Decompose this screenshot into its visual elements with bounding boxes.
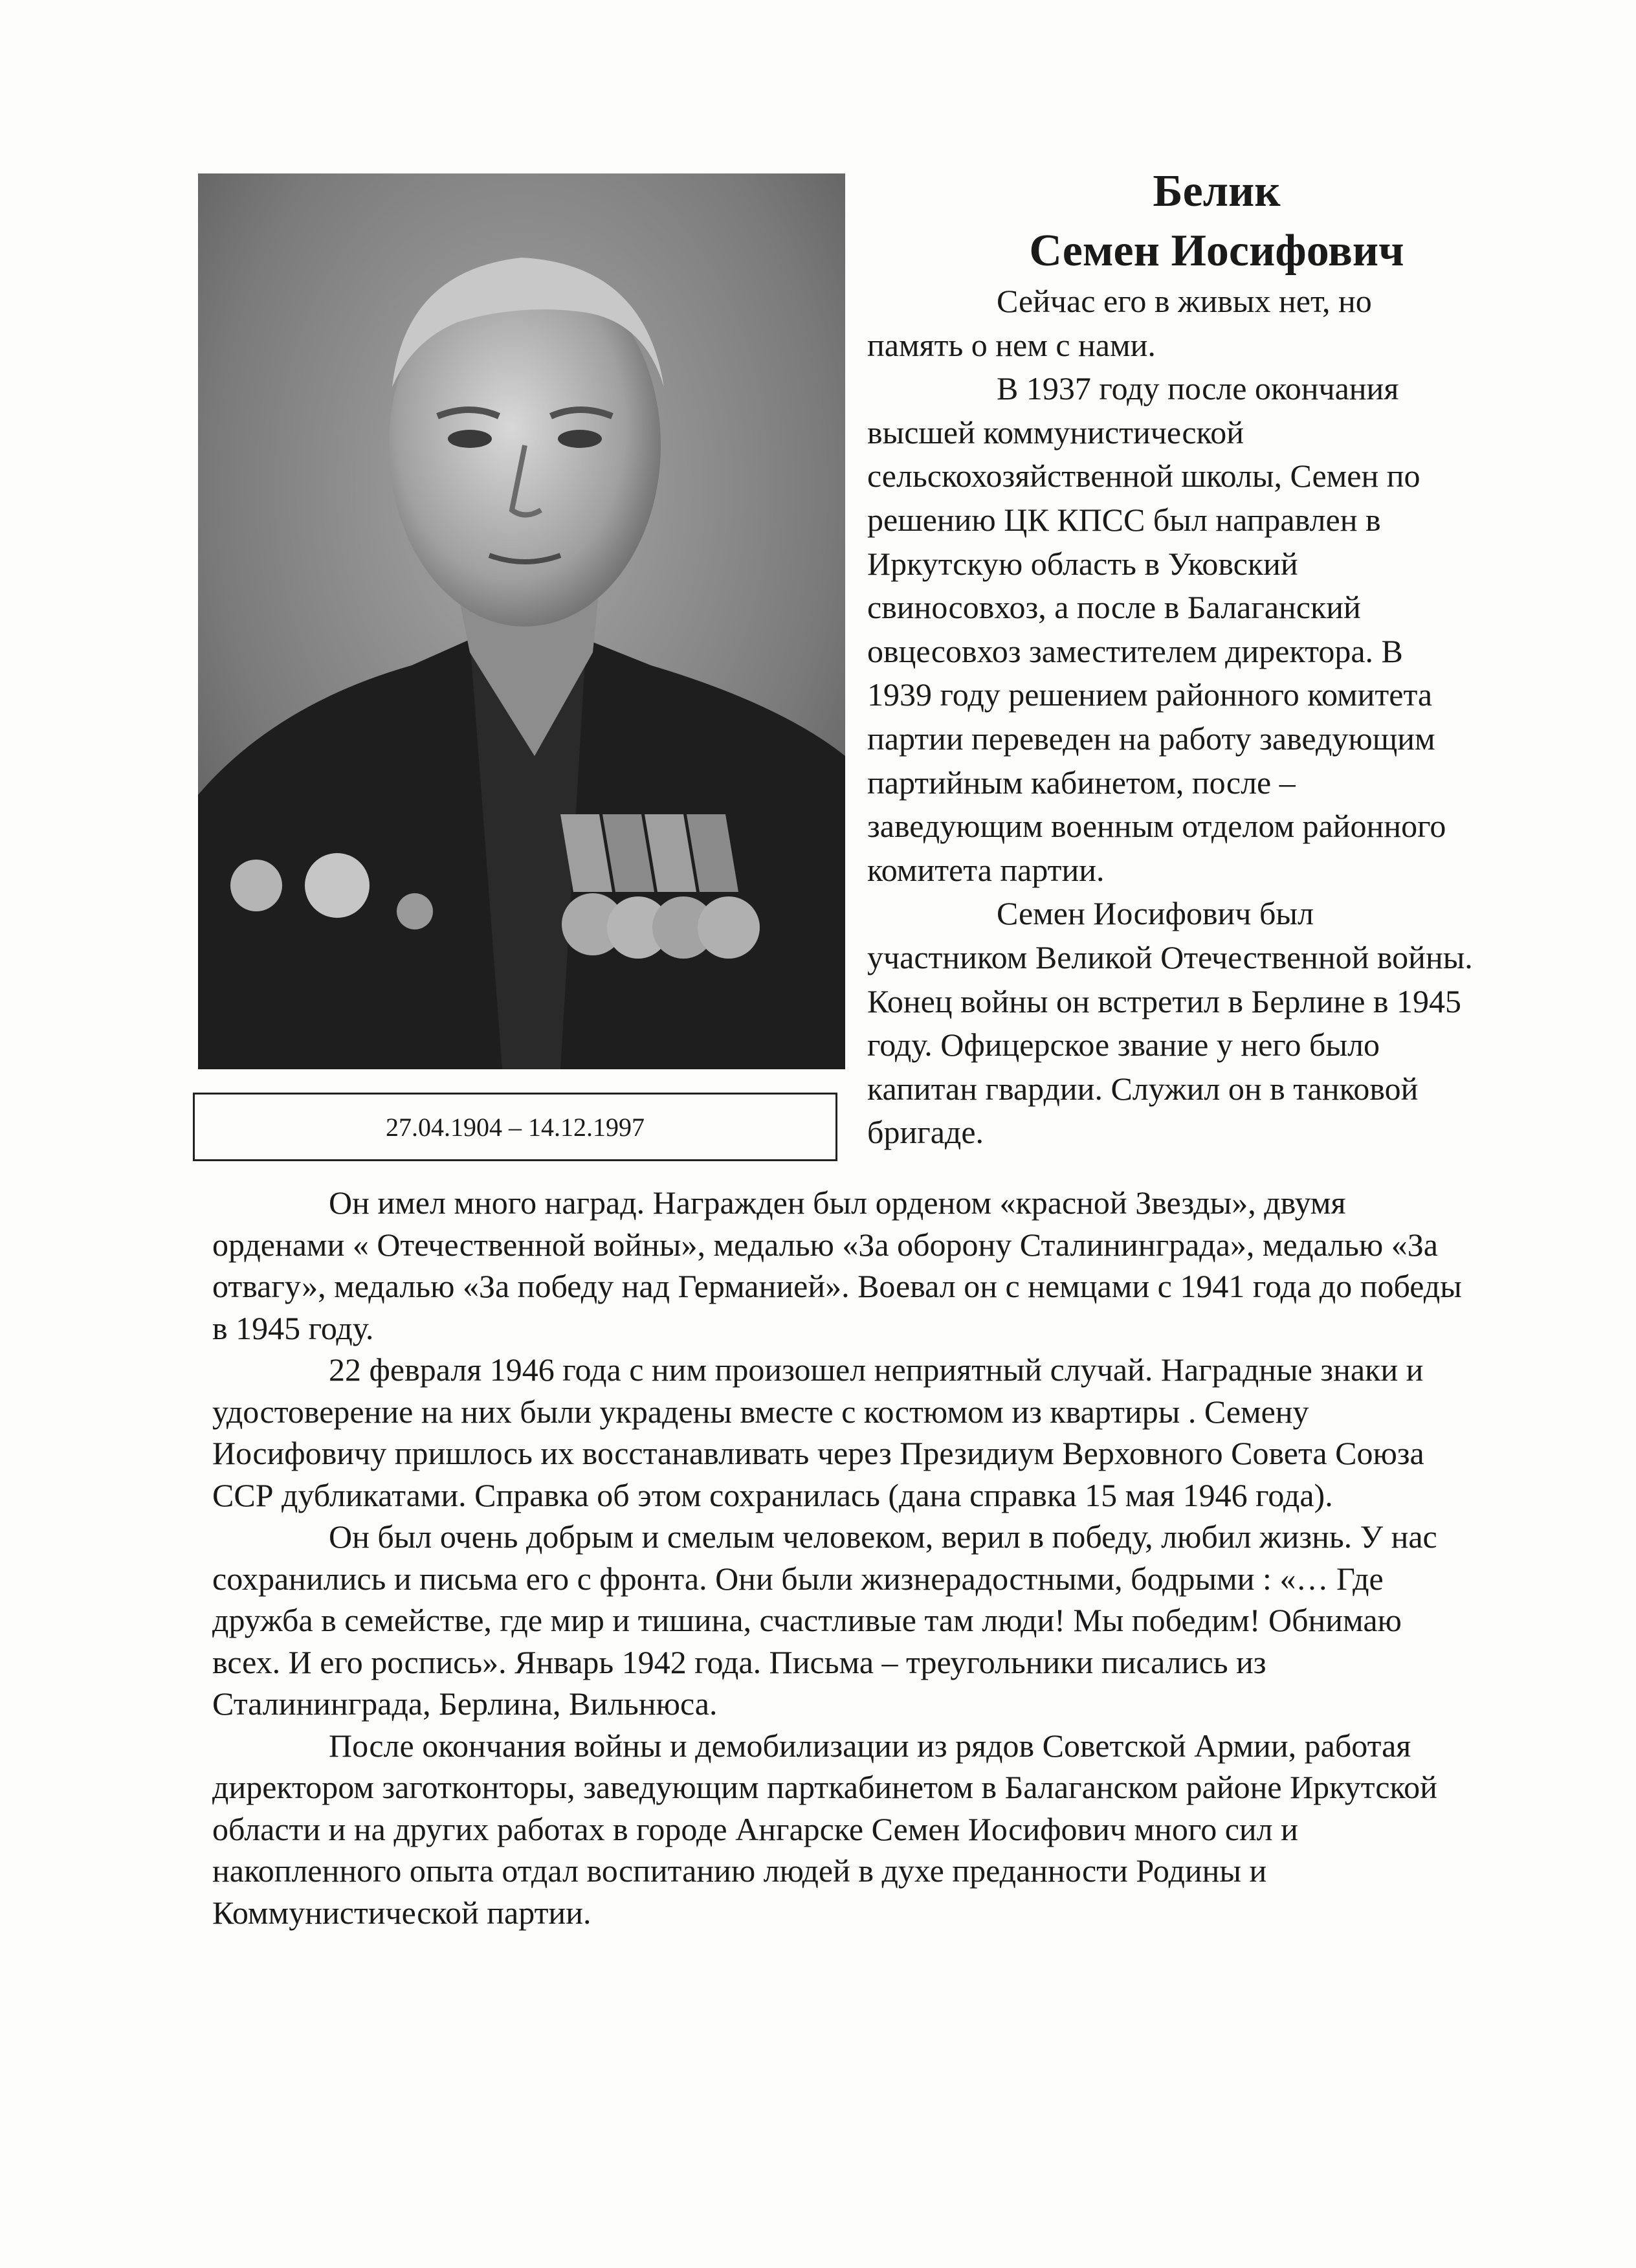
life-dates-caption (193, 1093, 837, 1161)
side-text-column (867, 280, 1476, 1155)
life-dates-text: 27.04.1904 – 14.12.1997 (386, 1112, 645, 1142)
paragraph-memory: Сейчас его в живых нет, но память о нем с нами. (867, 283, 1372, 363)
paragraph-war: Семен Иосифович был участником Великой Отечественной войны. Конец войны он встретил в Берлине в 1945 году. Офицерское звание у него было капитан гвардии. Служил он в танковой бригаде. (867, 895, 1473, 1151)
portrait-photo (198, 173, 845, 1069)
order-star-icon (305, 853, 370, 918)
main-text (212, 1182, 1468, 1933)
title-name: Семен Иосифович (1029, 226, 1404, 276)
paragraph-career: В 1937 году после окончания высшей коммунистической сельскохозяйственной школы, Семен по решению ЦК КПСС был направлен в Иркутскую область в Уковский свиносовхоз, а после в Балаганский овцесовхоз заместителем директора. В 1939 году решением районного комитета партии переведен на работу заведующим партийным кабинетом, после – заведующим военным отделом районного комитета партии. (867, 370, 1446, 888)
page-title (906, 162, 1527, 281)
portrait-illustration (198, 173, 845, 1069)
paragraph-postwar: После окончания войны и демобилизации из рядов Советской Армии, работая директором заготконторы, заведующим парткабинетом в Балаганском районе Иркутской области и на других работах в городе Ангарске Семен Иосифович много сил и накопленного опыта отдал воспитанию людей в духе преданности Родины и Коммунистической партии. (212, 1727, 1437, 1931)
paragraph-awards: Он имел много наград. Награжден был орденом «красной Звезды», двумя орденами « Отечественной войны», медалью «За оборону Сталининграда», медалью «За отвагу», медалью «За победу над Германией». Воевал он с немцами с 1941 года до победы в 1945 году. (212, 1184, 1462, 1346)
title-surname: Белик (1153, 166, 1281, 216)
paragraph-letters: Он был очень добрым и смелым человеком, верил в победу, любил жизнь. У нас сохранились и письма его с фронта. Они были жизнерадостными, бодрыми : «… Где дружба в семействе, где мир и тишина, счастливые там люди! Мы победим! Обнимаю всех. И его роспись». Январь 1942 года. Письма – треугольники писались из Сталининграда, Берлина, Вильнюса. (212, 1518, 1437, 1722)
medal-star-icon (230, 860, 282, 911)
badge-icon (397, 893, 433, 929)
paragraph-incident: 22 февраля 1946 года с ним произошел неприятный случай. Наградные знаки и удостоверение на них были украдены вместе с костюмом из квартиры . Семену Иосифовичу пришлось их восстанавливать через Президиум Верховного Совета Союза ССР дубликатами. Справка об этом сохранилась (дана справка 15 мая 1946 года). (212, 1351, 1424, 1513)
